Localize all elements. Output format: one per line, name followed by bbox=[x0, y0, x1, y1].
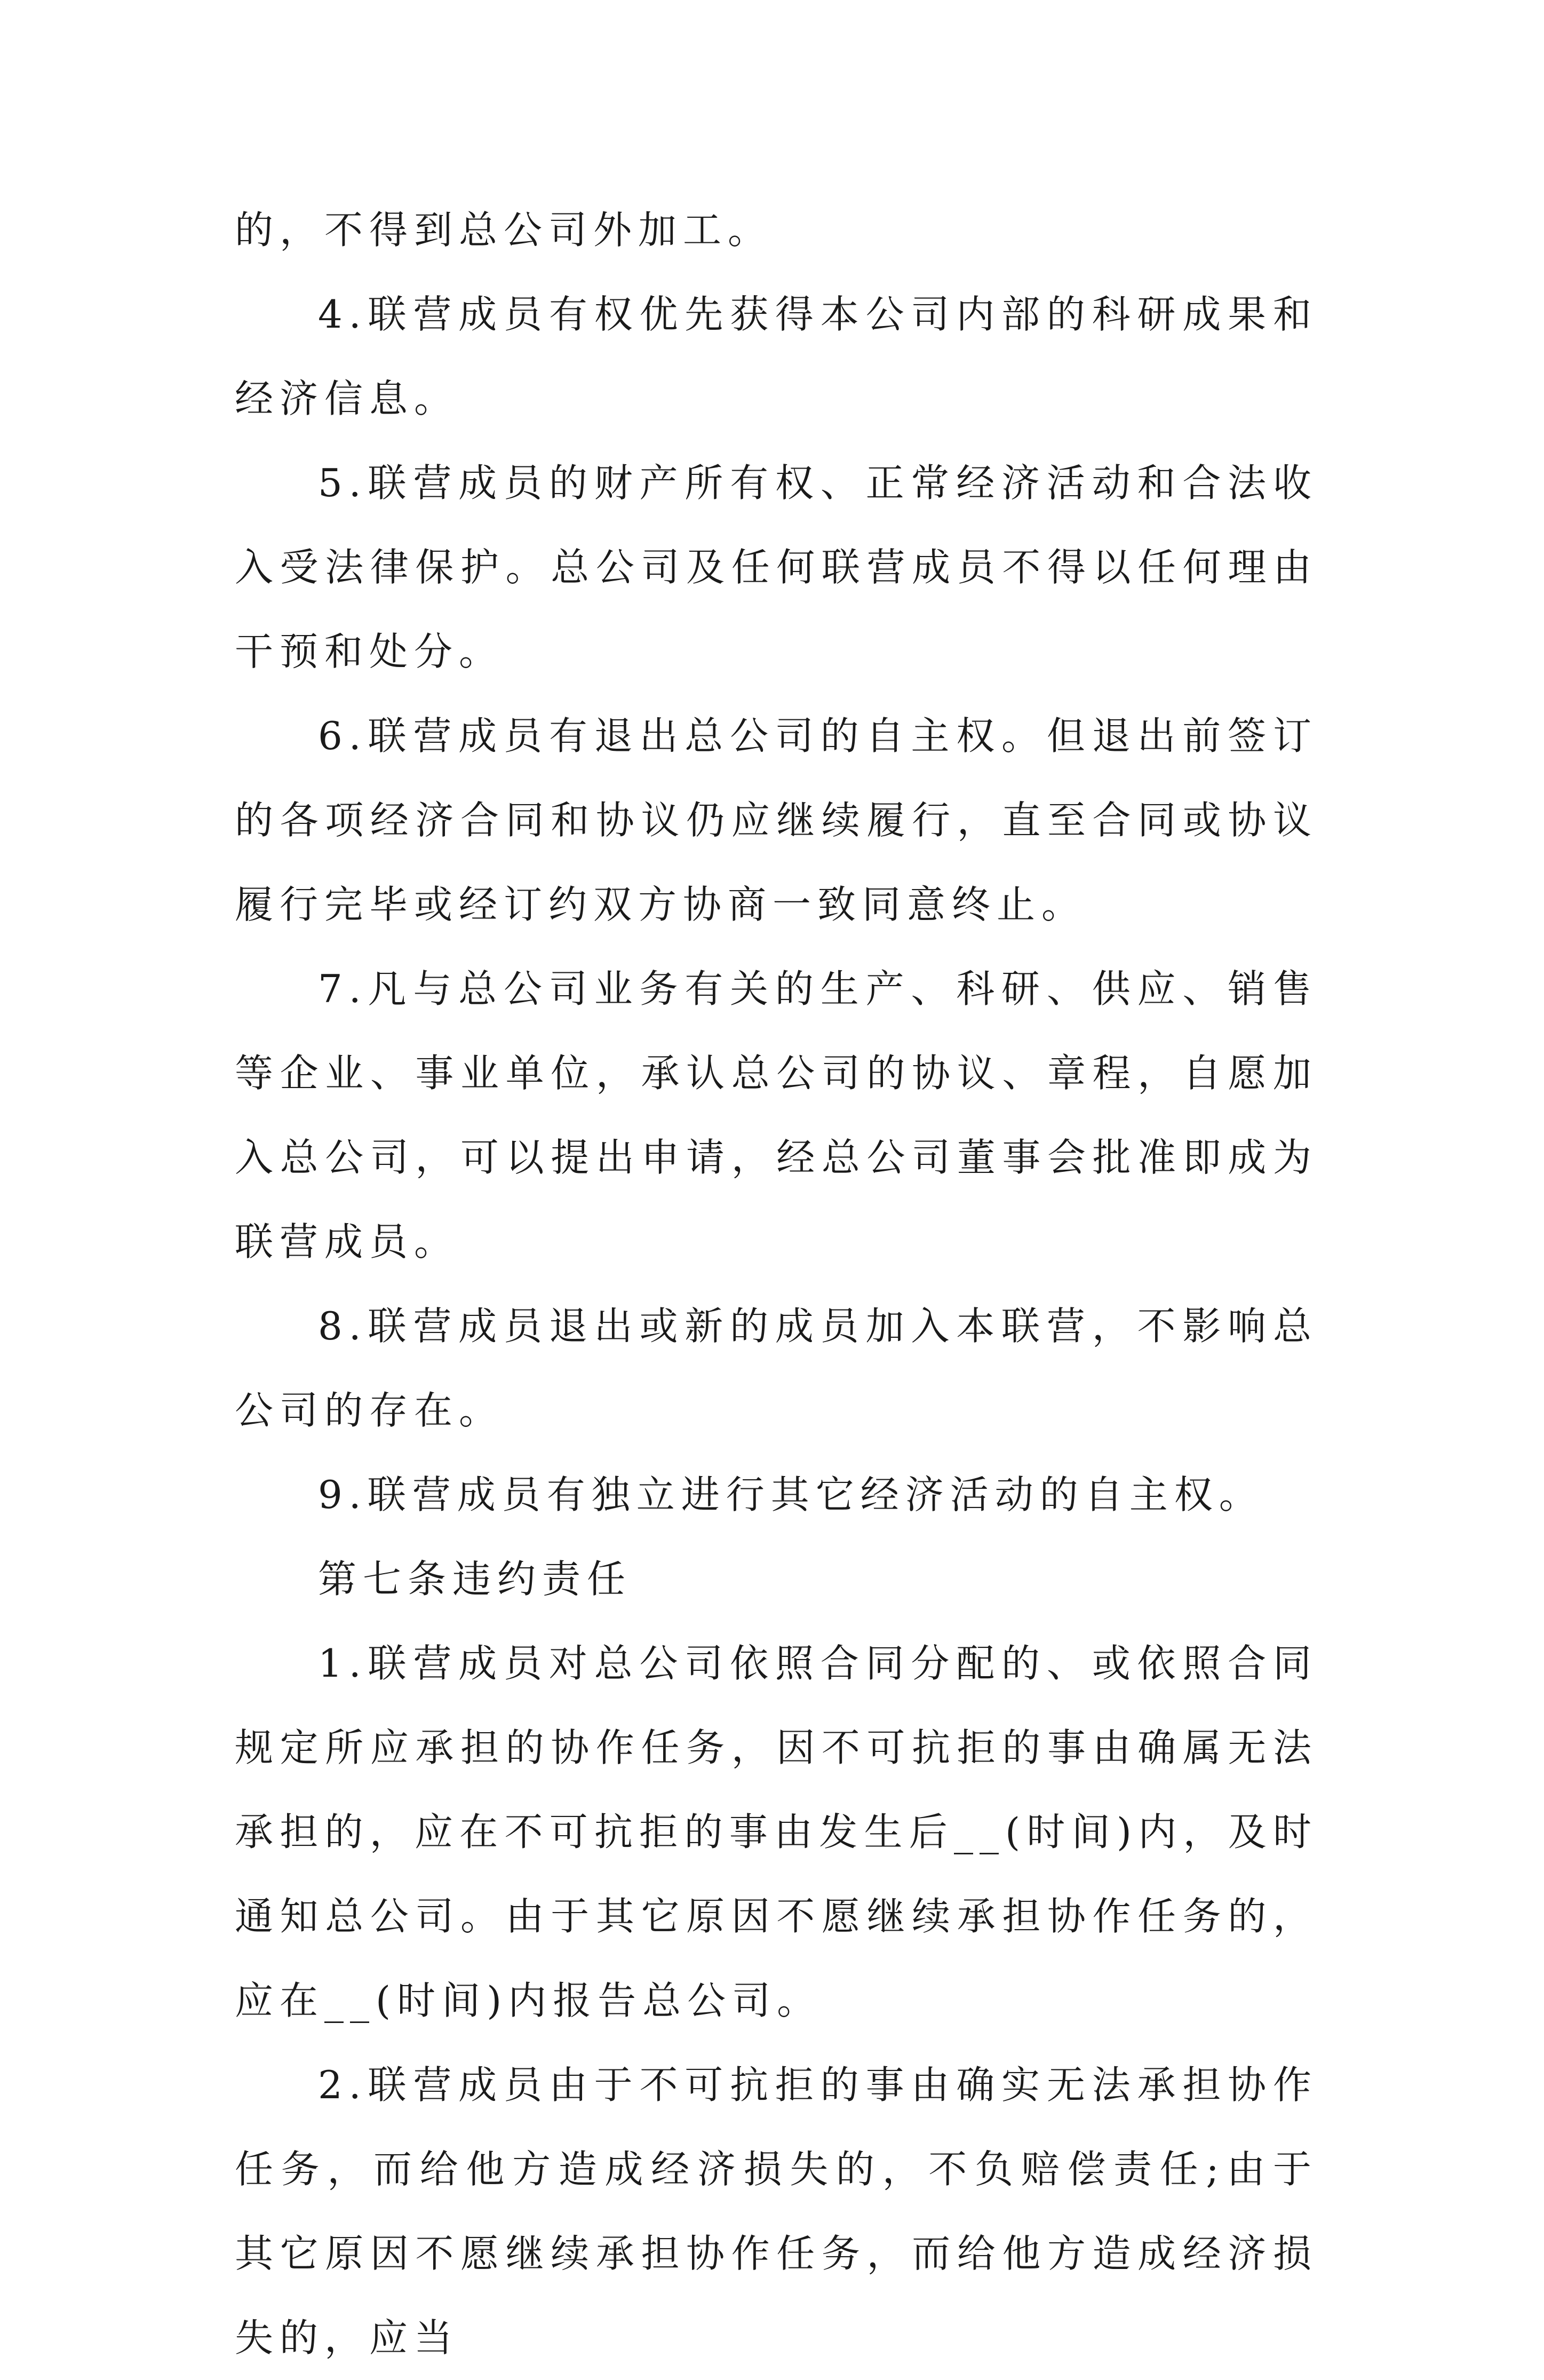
paragraph-item-5: 5.联营成员的财产所有权、正常经济活动和合法收入受法律保护。总公司及任何联营成员不得以任何理由干预和处分。 bbox=[235, 461, 1318, 674]
document-body bbox=[235, 188, 1318, 2380]
paragraph-item-8: 8.联营成员退出或新的成员加入本联营，不影响总公司的存在。 bbox=[235, 1304, 1318, 1433]
paragraph-liability-1: 1.联营成员对总公司依照合同分配的、或依照合同规定所应承担的协作任务，因不可抗拒的事由确属无法承担的，应在不可抗拒的事由发生后__(时间)内，及时通知总公司。由于其它原因不愿继续承担协作任务的，应在__(时间)内报告总公司。 bbox=[235, 1641, 1318, 2023]
paragraph-item-4: 4.联营成员有权优先获得本公司内部的科研成果和经济信息。 bbox=[235, 292, 1318, 421]
paragraph-item-7: 7.凡与总公司业务有关的生产、科研、供应、销售等企业、事业单位，承认总公司的协议、章程，自愿加入总公司，可以提出申请，经总公司董事会批准即成为联营成员。 bbox=[235, 966, 1318, 1264]
paragraph-item-9: 9.联营成员有独立进行其它经济活动的自主权。 bbox=[318, 1472, 1264, 1517]
paragraph-liability-2: 2.联营成员由于不可抗拒的事由确实无法承担协作任务，而给他方造成经济损失的，不负赔偿责任;由于其它原因不愿继续承担协作任务，而给他方造成经济损失的，应当 bbox=[235, 2062, 1318, 2360]
paragraph-item-6: 6.联营成员有退出总公司的自主权。但退出前签订的各项经济合同和协议仍应继续履行，直至合同或协议履行完毕或经订约双方协商一致同意终止。 bbox=[235, 713, 1318, 927]
section-heading-article-7: 第七条违约责任 bbox=[318, 1557, 632, 1601]
paragraph-continuation: 的，不得到总公司外加工。 bbox=[235, 208, 773, 252]
